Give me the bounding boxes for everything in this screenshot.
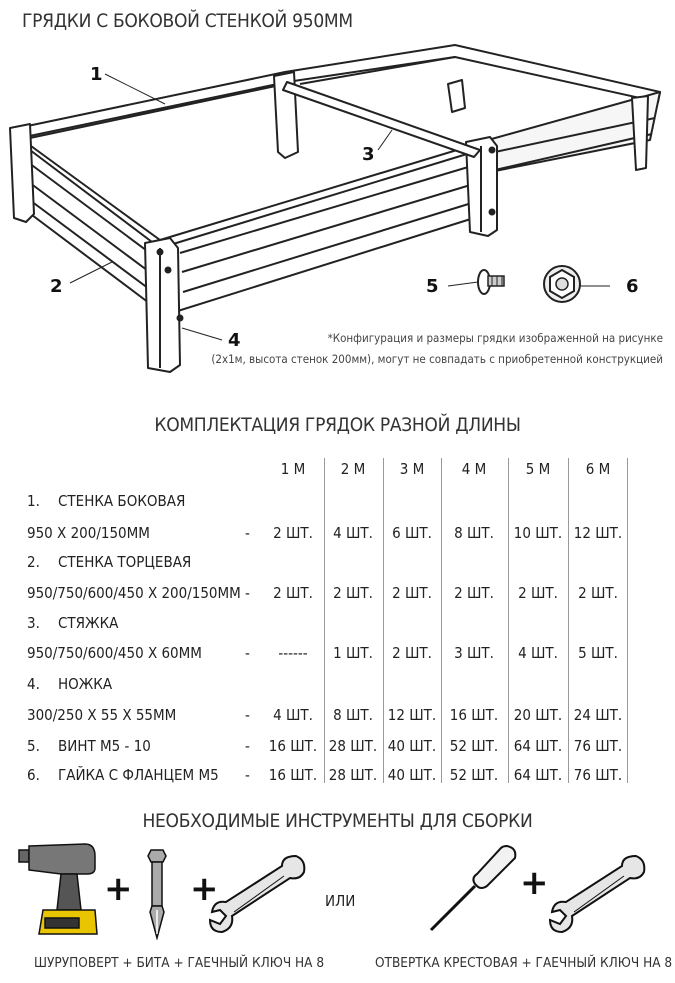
column-divider <box>383 458 384 783</box>
column-header: 3 М <box>399 460 425 478</box>
column-divider <box>627 458 628 783</box>
note-line-1: *Конфигурация и размеры грядки изображенной на рисунке <box>327 331 663 345</box>
column-divider <box>324 458 325 783</box>
row-spec: 950/750/600/450 Х 200/150ММ <box>27 584 241 602</box>
table-cell: 10 ШТ. <box>513 524 563 542</box>
table-cell: 28 ШТ. <box>328 766 378 784</box>
note-line-2: (2х1м, высота стенок 200мм), могут не совпадать с приобретенной конструкцией <box>211 352 663 366</box>
column-header: 5 М <box>525 460 551 478</box>
row-number: 3. <box>27 614 40 632</box>
row-name: СТЕНКА БОКОВАЯ <box>58 492 186 510</box>
callout-1: 1 <box>90 64 103 85</box>
row-dash: - <box>245 524 250 542</box>
table-cell: ------ <box>278 644 308 662</box>
row-spec: 950 Х 200/150ММ <box>27 524 150 542</box>
table-cell: 5 ШТ. <box>578 644 618 662</box>
callout-2: 2 <box>50 276 63 297</box>
table-cell: 2 ШТ. <box>273 584 313 602</box>
flange-nut-icon <box>544 266 580 302</box>
plus-sign: + <box>190 869 219 909</box>
or-label: ИЛИ <box>325 892 356 910</box>
row-number: 2. <box>27 553 40 571</box>
row-dash: - <box>245 584 250 602</box>
table-cell: 20 ШТ. <box>513 706 563 724</box>
row-name: ГАЙКА С ФЛАНЦЕМ М5 <box>58 766 219 784</box>
table-cell: 16 ШТ. <box>449 706 499 724</box>
callout-3: 3 <box>362 144 375 165</box>
callout-5: 5 <box>426 276 439 297</box>
column-divider <box>568 458 569 783</box>
row-dash: - <box>245 737 250 755</box>
callout-4: 4 <box>228 330 241 351</box>
table-cell: 52 ШТ. <box>449 766 499 784</box>
wrench-icon <box>548 852 648 934</box>
row-number: 1. <box>27 492 40 510</box>
column-header: 1 М <box>280 460 306 478</box>
left-tools-caption: ШУРУПОВЕРТ + БИТА + ГАЕЧНЫЙ КЛЮЧ НА 8 <box>34 955 325 971</box>
row-number: 4. <box>27 675 40 693</box>
screwdriver-bit-icon <box>142 848 172 940</box>
table-cell: 8 ШТ. <box>454 524 494 542</box>
tools-title: НЕОБХОДИМЫЕ ИНСТРУМЕНТЫ ДЛЯ СБОРКИ <box>142 810 533 832</box>
row-spec: 950/750/600/450 Х 60ММ <box>27 644 202 662</box>
callout-6: 6 <box>626 276 639 297</box>
table-cell: 3 ШТ. <box>454 644 494 662</box>
table-cell: 4 ШТ. <box>273 706 313 724</box>
row-name: СТЯЖКА <box>58 614 119 632</box>
configuration-note <box>211 328 663 370</box>
row-number: 5. <box>27 737 40 755</box>
table-cell: 6 ШТ. <box>392 524 432 542</box>
plus-sign: + <box>104 869 133 909</box>
row-name: НОЖКА <box>58 675 113 693</box>
table-cell: 64 ШТ. <box>513 737 563 755</box>
row-name: ВИНТ М5 - 10 <box>58 737 151 755</box>
screw-icon <box>478 270 504 294</box>
table-cell: 2 ШТ. <box>518 584 558 602</box>
wrench-icon <box>208 852 308 934</box>
row-dash: - <box>245 766 250 784</box>
drill-icon <box>15 840 100 940</box>
row-number: 6. <box>27 766 40 784</box>
table-cell: 2 ШТ. <box>392 584 432 602</box>
table-cell: 40 ШТ. <box>387 737 437 755</box>
table-cell: 2 ШТ. <box>578 584 618 602</box>
table-cell: 2 ШТ. <box>333 584 373 602</box>
table-cell: 2 ШТ. <box>454 584 494 602</box>
table-cell: 76 ШТ. <box>573 737 623 755</box>
table-cell: 12 ШТ. <box>387 706 437 724</box>
table-cell: 4 ШТ. <box>333 524 373 542</box>
table-cell: 12 ШТ. <box>573 524 623 542</box>
column-divider <box>441 458 442 783</box>
screwdriver-icon <box>425 842 520 937</box>
column-header: 2 М <box>340 460 366 478</box>
table-cell: 16 ШТ. <box>268 737 318 755</box>
row-spec: 300/250 Х 55 Х 55ММ <box>27 706 177 724</box>
table-cell: 1 ШТ. <box>333 644 373 662</box>
table-cell: 8 ШТ. <box>333 706 373 724</box>
table-cell: 28 ШТ. <box>328 737 378 755</box>
table-cell: 24 ШТ. <box>573 706 623 724</box>
table-cell: 76 ШТ. <box>573 766 623 784</box>
column-header: 6 М <box>585 460 611 478</box>
column-divider <box>508 458 509 783</box>
table-cell: 52 ШТ. <box>449 737 499 755</box>
right-tools-caption: ОТВЕРТКА КРЕСТОВАЯ + ГАЕЧНЫЙ КЛЮЧ НА 8 <box>375 955 673 971</box>
column-header: 4 М <box>461 460 487 478</box>
table-cell: 40 ШТ. <box>387 766 437 784</box>
row-dash: - <box>245 706 250 724</box>
table-cell: 16 ШТ. <box>268 766 318 784</box>
table-cell: 4 ШТ. <box>518 644 558 662</box>
table-cell: 2 ШТ. <box>273 524 313 542</box>
table-cell: 2 ШТ. <box>392 644 432 662</box>
row-name: СТЕНКА ТОРЦЕВАЯ <box>58 553 192 571</box>
table-cell: 64 ШТ. <box>513 766 563 784</box>
kit-title: КОМПЛЕКТАЦИЯ ГРЯДОК РАЗНОЙ ДЛИНЫ <box>154 414 521 436</box>
plus-sign: + <box>520 863 549 903</box>
row-dash: - <box>245 644 250 662</box>
page-title: ГРЯДКИ С БОКОВОЙ СТЕНКОЙ 950ММ <box>22 10 353 32</box>
